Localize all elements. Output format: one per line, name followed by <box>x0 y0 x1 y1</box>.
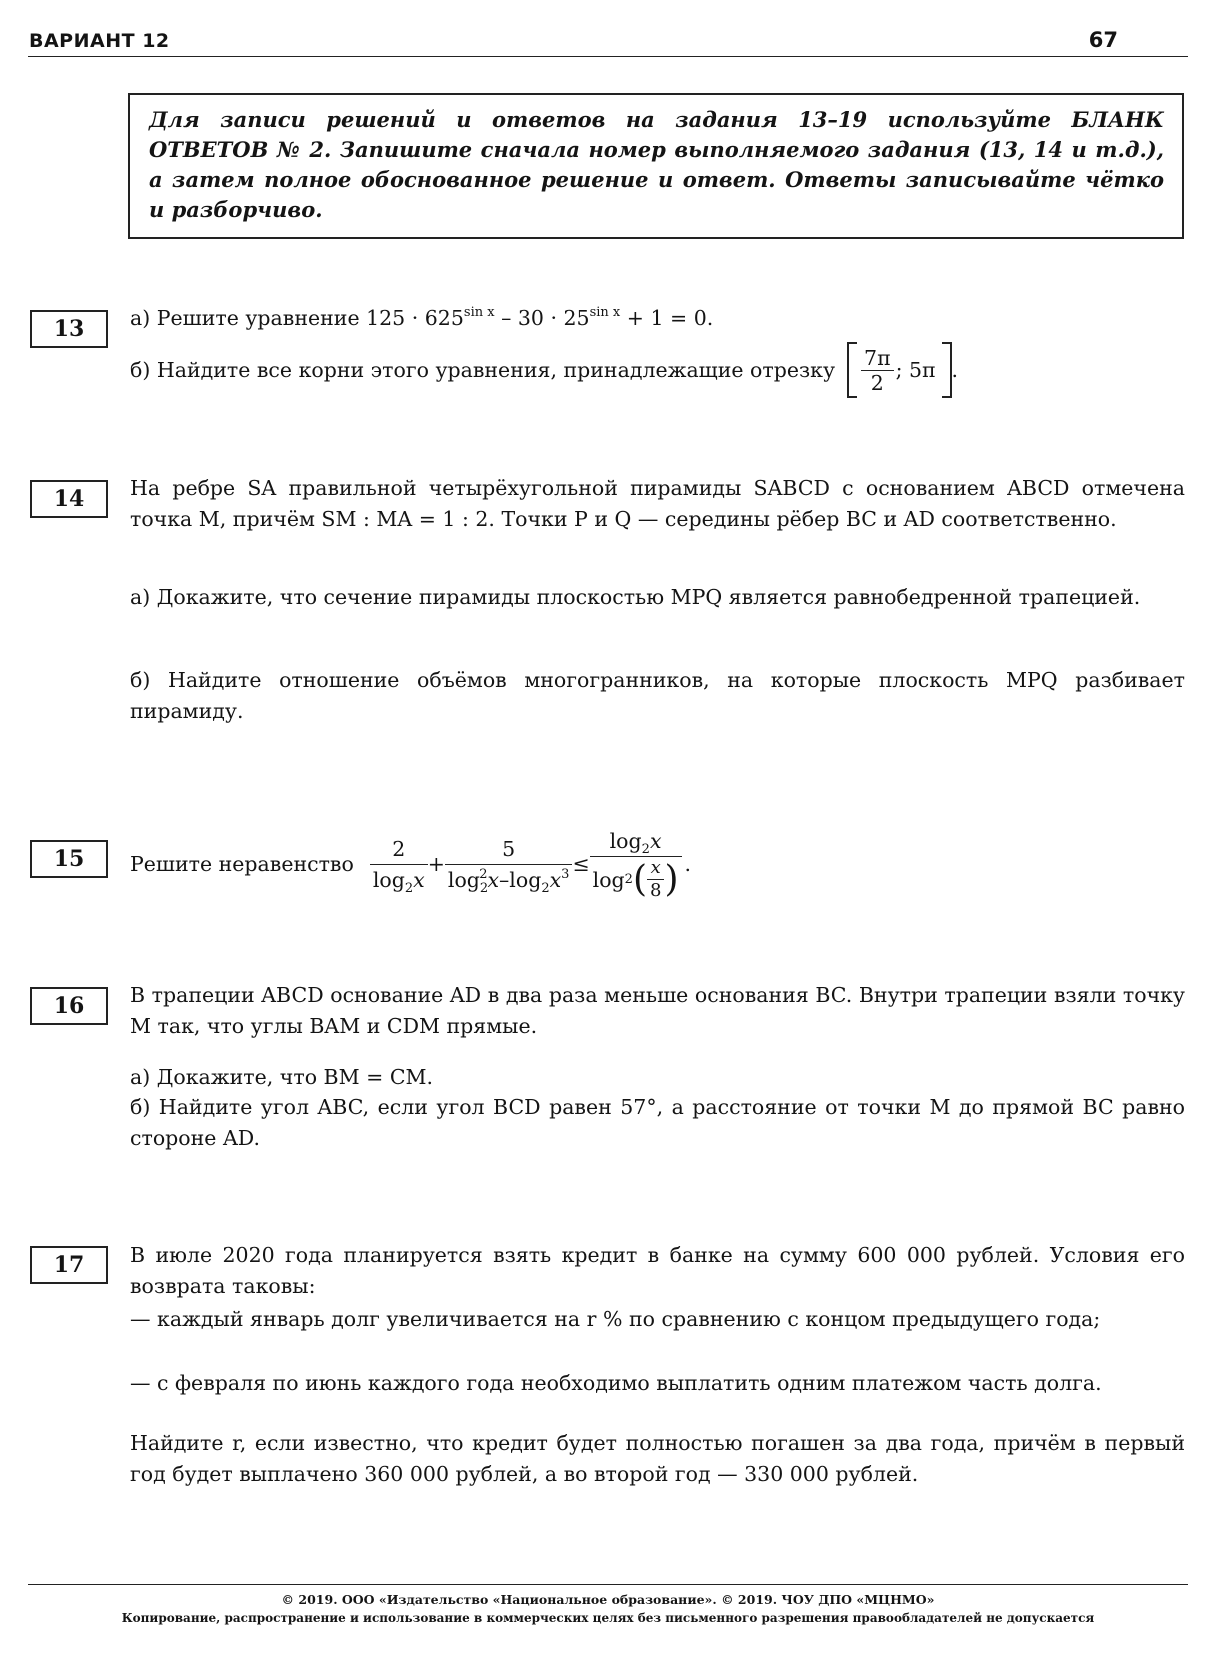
task-16-condition: В трапеции ABCD основание AD в два раза меньше основания BC. Внутри трапеции взяли точку M так, что углы BAM и CDM прямые. <box>130 983 1185 1038</box>
footer-copyright: © 2019. ООО «Издательство «Национальное образование». © 2019. ЧОУ ДПО «МЦНМО» <box>281 1592 935 1607</box>
task-17-condition-2: — с февраля по июнь каждого года необходимо выплатить одним платежом часть долга. <box>130 1371 1102 1395</box>
task-17-condition-1: — каждый январь долг увеличивается на r % по сравнению с концом предыдущего года; <box>130 1307 1101 1331</box>
right-bracket <box>942 342 952 398</box>
page-number: 67 <box>1088 28 1118 52</box>
footer-notice: Копирование, распространение и использование в коммерческих целях без письменного разрешения правообладателей не допускается <box>121 1611 1095 1625</box>
task-15-inequality: Решите неравенство $\frac{2}{\log_2x}$ + $\frac{5}{\log_2^2x-\log_2x^3}$ ≤ $\log_2x$ log 2 ( $\frac{x}{8}$ ) . <box>130 818 691 910</box>
fraction-1: $\frac{2}{\log_2x}$ <box>370 834 428 895</box>
task-14-part-b: б) Найдите отношение объёмов многогранников, на которые плоскость MPQ разбивает пирамиду. <box>130 668 1185 723</box>
task-14-part-a: а) Докажите, что сечение пирамиды плоскостью MPQ является равнобедренной трапецией. <box>130 585 1141 609</box>
interval: $\frac{7\pi}{2}$ ; 5π . <box>847 342 958 398</box>
left-bracket <box>847 342 857 398</box>
task-13-part-b: б) Найдите все корни этого уравнения, принадлежащие отрезку $\frac{7\pi}{2}$ ; 5π . <box>130 342 958 398</box>
variant-title: ВАРИАНТ 12 <box>29 30 170 52</box>
header-rule <box>28 56 1188 57</box>
task-14-number: 14 <box>30 480 108 518</box>
task-14-condition: На ребре SA правильной четырёхугольной пирамиды SABCD с основанием ABCD отмечена точка M, причём SM : MA = 1 : 2. Точки P и Q — середины рёбер BC и AD соответственно. <box>130 476 1185 531</box>
task-17-question: Найдите r, если известно, что кредит будет полностью погашен за два года, причём в первый год будет выплачено 360 000 рублей, а во второй год — 330 000 рублей. <box>130 1431 1185 1486</box>
fraction-2: $\frac{5}{\log_2^2x-\log_2x^3}$ <box>445 834 573 895</box>
task-16-number: 16 <box>30 987 108 1025</box>
task-17-number: 17 <box>30 1246 108 1284</box>
task-13-number: 13 <box>30 310 108 348</box>
task-16-part-a: а) Докажите, что BM = CM. <box>130 1065 434 1089</box>
task-15-number: 15 <box>30 840 108 878</box>
fraction-3: $\log_2x$ log 2 ( $\frac{x}{8}$ ) <box>590 826 682 902</box>
footer-rule <box>28 1584 1188 1585</box>
instruction-box: Для записи решений и ответов на задания 13–19 используйте БЛАНК ОТВЕТОВ № 2. Запишите сначала номер выполняемого задания (13, 14 и т.д.), а затем полное обоснованное решение и ответ. Ответы записывайте чётко и разборчиво. <box>128 93 1184 239</box>
task-13-part-a: а) Решите уравнение $125 \cdot 625^{sin x} - 30 \cdot 25^{sin x} + 1 = 0$. <box>130 305 714 330</box>
task-16-part-b: б) Найдите угол ABC, если угол BCD равен 57°, а расстояние от точки M до прямой BC равно стороне AD. <box>130 1095 1185 1150</box>
task-17-condition: В июле 2020 года планируется взять кредит в банке на сумму 600 000 рублей. Условия его возврата таковы: <box>130 1243 1185 1298</box>
